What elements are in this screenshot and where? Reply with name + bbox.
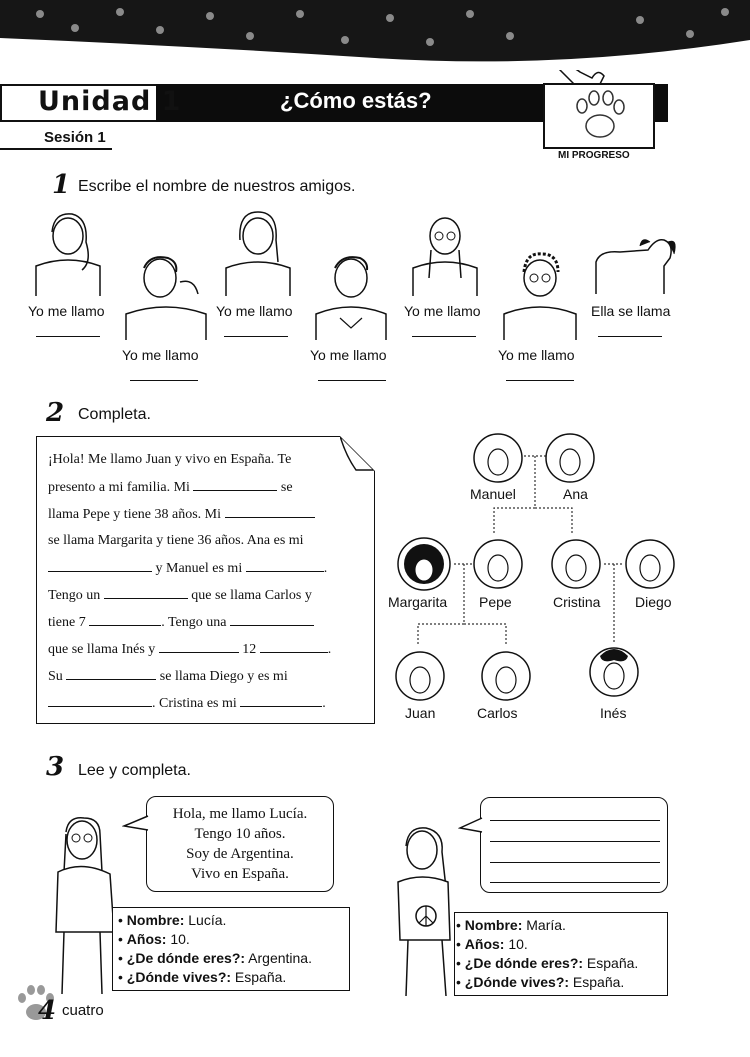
dog-figure xyxy=(590,228,680,300)
speech-bubble-maria xyxy=(480,797,668,893)
girl-figure-1 xyxy=(28,206,108,298)
answer-blank-7[interactable] xyxy=(598,336,662,337)
answer-blank-4[interactable] xyxy=(318,380,386,381)
fill-blank[interactable] xyxy=(230,614,314,626)
info-line: • Años: 10. xyxy=(456,936,528,952)
family-name-diego: Diego xyxy=(635,594,672,610)
family-name-margarita: Margarita xyxy=(388,594,448,610)
fill-blank[interactable] xyxy=(48,695,152,707)
page-curl-icon xyxy=(340,436,376,472)
family-name-manuel: Manuel xyxy=(470,486,516,502)
family-name-cristina: Cristina xyxy=(553,594,601,610)
answer-blank-1[interactable] xyxy=(36,336,100,337)
fill-blank[interactable] xyxy=(240,695,322,707)
session-underline xyxy=(0,148,112,150)
fill-blank[interactable] xyxy=(66,668,156,680)
family-name-pepe: Pepe xyxy=(479,594,512,610)
girl-figure-2 xyxy=(218,206,298,298)
session-label: Sesión 1 xyxy=(44,129,106,146)
caption-7: Ella se llama xyxy=(591,303,671,319)
answer-blank-2[interactable] xyxy=(130,380,198,381)
caption-3: Yo me llamo xyxy=(216,303,293,319)
info-line: • Años: 10. xyxy=(118,931,190,947)
caption-5: Yo me llamo xyxy=(404,303,481,319)
fill-blank[interactable] xyxy=(225,506,315,518)
bubble-write-line-2[interactable] xyxy=(490,841,660,842)
bubble-write-line-4[interactable] xyxy=(490,882,660,883)
info-line: • ¿Dónde vives?: España. xyxy=(456,974,625,990)
exercise-2-number: 2 xyxy=(46,398,65,428)
caption-6: Yo me llamo xyxy=(498,347,575,363)
exercise-2-instruction: Completa. xyxy=(78,406,151,423)
bubble-line-1: Hola, me llamo Lucía. xyxy=(172,806,308,822)
exercise-3-instruction: Lee y completa. xyxy=(78,762,191,779)
family-name-juan: Juan xyxy=(405,705,436,721)
bubble-line-4: Vivo en España. xyxy=(191,866,289,882)
fill-blank[interactable] xyxy=(260,641,328,653)
exercise-1-number: 1 xyxy=(52,170,71,200)
family-tree xyxy=(388,424,688,720)
fill-blank[interactable] xyxy=(193,479,277,491)
answer-blank-6[interactable] xyxy=(506,380,574,381)
page-number-word: cuatro xyxy=(62,1002,104,1019)
info-line: • Nombre: Lucía. xyxy=(118,912,227,928)
bubble-tail-icon xyxy=(458,816,484,836)
page-number: 4 xyxy=(38,996,57,1026)
bubble-line-2: Tengo 10 años. xyxy=(194,826,286,842)
fill-blank[interactable] xyxy=(246,560,324,572)
info-line: • ¿De dónde eres?: España. xyxy=(456,955,639,971)
info-line: • ¿De dónde eres?: Argentina. xyxy=(118,950,312,966)
info-line: • ¿Dónde vives?: España. xyxy=(118,969,287,985)
exercise-1-instruction: Escribe el nombre de nuestros amigos. xyxy=(78,178,356,195)
caption-1: Yo me llamo xyxy=(28,303,105,319)
boy-figure-1 xyxy=(120,248,212,342)
answer-blank-5[interactable] xyxy=(412,336,476,337)
caption-4: Yo me llamo xyxy=(310,347,387,363)
bubble-write-line-1[interactable] xyxy=(490,820,660,821)
page-title: ¿Cómo estás? xyxy=(280,88,432,113)
family-name-ana: Ana xyxy=(563,486,588,502)
progress-label: MI PROGRESO xyxy=(558,150,630,161)
grandmother-figure xyxy=(498,248,582,342)
fill-blank[interactable] xyxy=(89,614,161,626)
info-line: • Nombre: María. xyxy=(456,917,566,933)
fill-blank[interactable] xyxy=(48,560,152,572)
caption-2: Yo me llamo xyxy=(122,347,199,363)
progress-sign-icon xyxy=(540,70,658,156)
unit-label: Unidad 1 xyxy=(38,86,182,117)
boy-figure-2 xyxy=(310,248,392,342)
exercise-3-number: 3 xyxy=(46,752,65,782)
fill-blank[interactable] xyxy=(159,641,239,653)
answer-blank-3[interactable] xyxy=(224,336,288,337)
bubble-write-line-3[interactable] xyxy=(490,862,660,863)
family-name-carlos: Carlos xyxy=(477,705,518,721)
paw-print-banner xyxy=(0,0,750,62)
girl-figure-3 xyxy=(405,206,485,298)
fill-blank[interactable] xyxy=(104,587,188,599)
bubble-line-3: Soy de Argentina. xyxy=(186,846,294,862)
family-name-ines: Inés xyxy=(600,705,627,721)
